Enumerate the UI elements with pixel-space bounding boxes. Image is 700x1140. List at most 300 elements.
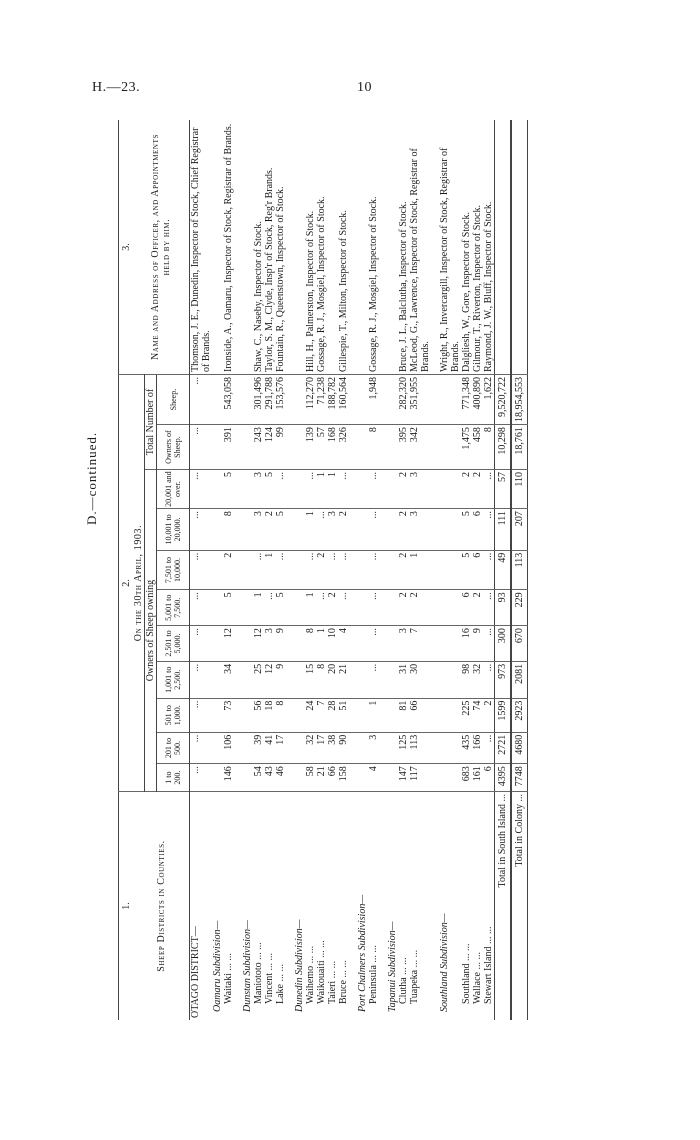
total-sheep-cell bbox=[439, 375, 461, 425]
owner-count-cell: 5 bbox=[461, 509, 472, 551]
total-owners-cell: 99 bbox=[275, 425, 286, 470]
officer-cell: Hill, H., Palmerston, Inspector of Stock. bbox=[305, 120, 316, 375]
owner-count-cell: ... bbox=[190, 590, 213, 626]
owner-count-cell: ... bbox=[305, 470, 316, 509]
district-label: Southland ... ... bbox=[461, 943, 472, 1004]
owner-count-cell bbox=[294, 661, 305, 698]
total-sheep-cell: 160,564 bbox=[338, 375, 349, 425]
owner-count-cell: 3 bbox=[264, 626, 275, 662]
total-sheep-cell bbox=[357, 375, 368, 425]
owner-count-cell: 1 bbox=[316, 470, 327, 509]
total-owners-cell bbox=[286, 425, 294, 470]
owner-count-cell: ... bbox=[483, 732, 495, 763]
owner-count-cell: 9 bbox=[275, 661, 286, 698]
owner-count-cell: 9 bbox=[275, 626, 286, 662]
table-row bbox=[431, 120, 439, 1020]
owner-count-cell: 117 bbox=[409, 764, 431, 792]
total-owners-cell: 342 bbox=[409, 425, 431, 470]
owner-count-cell bbox=[431, 509, 439, 551]
owner-count-cell: 56 bbox=[253, 698, 264, 732]
table-row bbox=[357, 120, 368, 1020]
range-header-7: 7,501 to 10,000. bbox=[157, 550, 190, 590]
table-row bbox=[472, 120, 483, 1020]
owner-count-cell: 2 bbox=[409, 590, 431, 626]
district-label: Clutha ... ... bbox=[398, 957, 409, 1004]
owner-count-cell: ... bbox=[368, 470, 379, 509]
owner-count-cell: 3 bbox=[368, 732, 379, 763]
owner-count-cell: 24 bbox=[305, 698, 316, 732]
district-label: Tapanui Subdivision— bbox=[387, 921, 398, 1012]
district-label bbox=[349, 792, 357, 1021]
owner-count-cell bbox=[212, 470, 223, 509]
owner-count-cell: ... bbox=[190, 764, 213, 792]
total-sheep-cell bbox=[387, 375, 398, 425]
owner-count-cell bbox=[294, 698, 305, 732]
owner-count-cell: 54 bbox=[253, 764, 264, 792]
owner-count-cell bbox=[234, 661, 242, 698]
owner-count-cell: 3 bbox=[409, 470, 431, 509]
total-owners-cell: 8 bbox=[483, 425, 495, 470]
table-row bbox=[234, 120, 242, 1020]
total-sheep-cell bbox=[379, 375, 387, 425]
owner-count-cell bbox=[294, 470, 305, 509]
owner-count-cell: 6 bbox=[483, 764, 495, 792]
owner-count-cell bbox=[234, 550, 242, 590]
owner-count-cell bbox=[286, 626, 294, 662]
officer-cell: Raymond, J. W., Bluff, Inspector of Stock. bbox=[483, 120, 495, 375]
owner-count-cell bbox=[234, 509, 242, 551]
column-number-1: 1. bbox=[120, 902, 132, 910]
total-owners-cell bbox=[379, 425, 387, 470]
total-sheep-cell: 771,348 bbox=[461, 375, 472, 425]
district-label: Maniototo ... ... bbox=[253, 942, 264, 1004]
owner-count-cell: 58 bbox=[305, 764, 316, 792]
owner-count-cell bbox=[212, 509, 223, 551]
owner-count-cell: 106 bbox=[223, 732, 234, 763]
owner-count-cell bbox=[431, 590, 439, 626]
owner-count-cell: 21 bbox=[316, 764, 327, 792]
owner-count-cell: 43 bbox=[264, 764, 275, 792]
total-sheep-cell: 282,320 bbox=[398, 375, 409, 425]
owner-count-cell: 17 bbox=[275, 732, 286, 763]
district-label bbox=[379, 792, 387, 1021]
district-label: Vincent ... ... bbox=[264, 952, 275, 1004]
total-count-cell: 2721 bbox=[495, 732, 512, 763]
owner-count-cell bbox=[349, 590, 357, 626]
owner-count-cell: 146 bbox=[223, 764, 234, 792]
officer-cell bbox=[286, 120, 294, 375]
district-label: Peninsula ... ... bbox=[368, 945, 379, 1004]
owner-count-cell: 2 bbox=[398, 470, 409, 509]
owner-count-cell: 51 bbox=[338, 698, 349, 732]
owner-count-cell bbox=[349, 764, 357, 792]
owner-count-cell bbox=[379, 764, 387, 792]
owner-count-cell: ... bbox=[275, 470, 286, 509]
owner-count-cell: ... bbox=[190, 698, 213, 732]
district-label: Bruce ... ... bbox=[338, 960, 349, 1004]
table-row bbox=[212, 120, 223, 1020]
total-owners-cell: 124 bbox=[264, 425, 275, 470]
owner-count-cell: 2 bbox=[338, 509, 349, 551]
owner-count-cell bbox=[357, 661, 368, 698]
total-count-cell: 4680 bbox=[511, 732, 528, 763]
owner-count-cell: ... bbox=[264, 590, 275, 626]
owner-count-cell: ... bbox=[316, 590, 327, 626]
owner-count-cell: 7 bbox=[409, 626, 431, 662]
total-owners-cell bbox=[294, 425, 305, 470]
owner-count-cell bbox=[349, 626, 357, 662]
sheep-districts-header: Sheep Districts in Counties. bbox=[133, 792, 190, 1021]
owner-count-cell: 98 bbox=[461, 661, 472, 698]
total-count-cell: 1599 bbox=[495, 698, 512, 732]
range-header-9: 20,001 and over. bbox=[157, 470, 190, 509]
owner-count-cell bbox=[357, 764, 368, 792]
owner-count-cell bbox=[431, 732, 439, 763]
officer-cell bbox=[357, 120, 368, 375]
owner-count-cell bbox=[234, 470, 242, 509]
table-row bbox=[305, 120, 316, 1020]
owner-count-cell: 2 bbox=[398, 509, 409, 551]
owner-count-cell bbox=[357, 509, 368, 551]
table-row bbox=[349, 120, 357, 1020]
range-header-1: 1 to 200. bbox=[157, 764, 190, 792]
table-row bbox=[387, 120, 398, 1020]
column-number-3: 3. bbox=[119, 120, 134, 375]
owner-count-cell: 20 bbox=[327, 661, 338, 698]
owner-count-cell bbox=[431, 470, 439, 509]
total-count-cell: 229 bbox=[511, 590, 528, 626]
total-owners-cell bbox=[387, 425, 398, 470]
table-row bbox=[286, 120, 294, 1020]
owner-count-cell: 2 bbox=[461, 470, 472, 509]
officer-cell bbox=[511, 120, 528, 375]
period-header: On the 30th April, 1903. bbox=[133, 375, 145, 792]
owner-count-cell: 5 bbox=[275, 590, 286, 626]
total-label: Total in Colony ... bbox=[511, 792, 528, 1021]
owner-count-cell bbox=[387, 590, 398, 626]
owner-count-cell bbox=[349, 550, 357, 590]
total-count-cell: 57 bbox=[495, 470, 512, 509]
owner-count-cell: 34 bbox=[223, 661, 234, 698]
officer-cell: Gillespie, T., Milton, Inspector of Stock. bbox=[338, 120, 349, 375]
total-sheep-cell: 71,238 bbox=[316, 375, 327, 425]
district-label: Southland Subdivision— bbox=[439, 913, 450, 1012]
total-sheep-cell: ... bbox=[190, 375, 213, 425]
owner-count-cell bbox=[349, 661, 357, 698]
owner-count-cell: ... bbox=[368, 626, 379, 662]
owner-count-cell bbox=[294, 732, 305, 763]
owner-count-cell bbox=[387, 470, 398, 509]
table-row bbox=[409, 120, 431, 1020]
range-header-6: 5,001 to 7,500. bbox=[157, 590, 190, 626]
owner-count-cell bbox=[349, 732, 357, 763]
owner-count-cell: 3 bbox=[327, 509, 338, 551]
owner-count-cell: 3 bbox=[253, 470, 264, 509]
owner-count-cell bbox=[349, 509, 357, 551]
owner-count-cell bbox=[349, 698, 357, 732]
officer-cell: McLeod, G., Lawrence, Inspector of Stock, Registrar of Brands. bbox=[409, 120, 431, 375]
owner-count-cell: 3 bbox=[398, 626, 409, 662]
owner-count-cell: ... bbox=[368, 550, 379, 590]
officer-cell bbox=[495, 120, 512, 375]
owner-count-cell: 2 bbox=[223, 550, 234, 590]
total-owners-cell bbox=[242, 425, 253, 470]
owner-count-cell bbox=[294, 509, 305, 551]
owner-count-cell: 5 bbox=[223, 590, 234, 626]
owner-count-cell bbox=[431, 550, 439, 590]
owner-count-cell bbox=[439, 698, 461, 732]
table-row bbox=[398, 120, 409, 1020]
range-header-3: 501 to 1,000. bbox=[157, 698, 190, 732]
officer-cell bbox=[212, 120, 223, 375]
owners-owning-header: Owners of Sheep owning bbox=[145, 470, 157, 792]
owner-count-cell: 21 bbox=[338, 661, 349, 698]
range-header-8: 10,001 to 20,000. bbox=[157, 509, 190, 551]
district-label: Dunstan Subdivision— bbox=[242, 920, 253, 1012]
owner-count-cell: ... bbox=[483, 470, 495, 509]
owner-count-cell: ... bbox=[190, 470, 213, 509]
total-owners-cell bbox=[431, 425, 439, 470]
district-label: Wallace ... ... bbox=[472, 952, 483, 1004]
owner-count-cell: 4 bbox=[368, 764, 379, 792]
total-count-cell: 2923 bbox=[511, 698, 528, 732]
owner-count-cell bbox=[387, 732, 398, 763]
officer-cell: Fountain, R., Queenstown, Inspector of Stock. bbox=[275, 120, 286, 375]
table-row bbox=[461, 120, 472, 1020]
owner-count-cell: 28 bbox=[327, 698, 338, 732]
rotated-table-container bbox=[118, 120, 623, 1020]
owner-count-cell bbox=[379, 661, 387, 698]
owner-count-cell: ... bbox=[190, 550, 213, 590]
owner-count-cell: 3 bbox=[253, 509, 264, 551]
owner-count-cell bbox=[242, 509, 253, 551]
owner-count-cell: 12 bbox=[253, 626, 264, 662]
total-label: Total in South Island ... bbox=[495, 792, 512, 1021]
owner-count-cell: ... bbox=[305, 550, 316, 590]
owner-count-cell: 15 bbox=[305, 661, 316, 698]
officer-cell: Shaw, C., Naseby, Inspector of Stock. bbox=[253, 120, 264, 375]
district-label: OTAGO DISTRICT— bbox=[190, 926, 201, 1018]
owner-count-cell bbox=[212, 626, 223, 662]
owner-count-cell bbox=[242, 470, 253, 509]
document-reference: H.—23. bbox=[92, 80, 141, 95]
officer-cell: Gossage, R. J., Mosgiel, Inspector of Stock. bbox=[368, 120, 379, 375]
owner-count-cell: ... bbox=[275, 550, 286, 590]
owner-count-cell: 1 bbox=[305, 590, 316, 626]
total-sheep-cell bbox=[212, 375, 223, 425]
total-owners-cell: 57 bbox=[316, 425, 327, 470]
owner-count-cell: 18 bbox=[264, 698, 275, 732]
total-owners-cell: 8 bbox=[368, 425, 379, 470]
owner-count-cell: ... bbox=[483, 626, 495, 662]
owner-count-cell: 46 bbox=[275, 764, 286, 792]
officer-cell bbox=[234, 120, 242, 375]
owner-count-cell bbox=[294, 590, 305, 626]
owner-count-cell: 90 bbox=[338, 732, 349, 763]
total-owners-cell: 458 bbox=[472, 425, 483, 470]
total-sheep-cell bbox=[242, 375, 253, 425]
owner-count-cell bbox=[242, 661, 253, 698]
total-count-cell: 93 bbox=[495, 590, 512, 626]
owner-count-cell: 30 bbox=[409, 661, 431, 698]
owner-count-cell: ... bbox=[368, 590, 379, 626]
total-owners-cell: ... bbox=[190, 425, 213, 470]
owner-count-cell: 125 bbox=[398, 732, 409, 763]
owner-count-cell bbox=[431, 698, 439, 732]
owner-count-cell: 74 bbox=[472, 698, 483, 732]
owner-count-cell: 6 bbox=[461, 590, 472, 626]
table-row bbox=[242, 120, 253, 1020]
total-count-cell: 973 bbox=[495, 661, 512, 698]
owner-count-cell: 17 bbox=[316, 732, 327, 763]
total-owners-cell bbox=[357, 425, 368, 470]
table-row bbox=[368, 120, 379, 1020]
owner-count-cell bbox=[242, 698, 253, 732]
total-sheep-cell: 351,955 bbox=[409, 375, 431, 425]
district-label bbox=[234, 792, 242, 1021]
owner-count-cell bbox=[212, 732, 223, 763]
total-sheep-cell: 400,890 bbox=[472, 375, 483, 425]
owner-count-cell bbox=[234, 732, 242, 763]
owner-count-cell: 73 bbox=[223, 698, 234, 732]
total-owners-cell: 18,761 bbox=[511, 425, 528, 470]
owner-count-cell: 8 bbox=[275, 698, 286, 732]
owner-count-cell bbox=[286, 698, 294, 732]
district-label: Dunedin Subdivision— bbox=[294, 919, 305, 1012]
total-sheep-cell: 18,954,553 bbox=[511, 375, 528, 425]
owner-count-cell: 5 bbox=[223, 470, 234, 509]
owner-count-cell: 1 bbox=[368, 698, 379, 732]
owner-count-cell: 9 bbox=[472, 626, 483, 662]
owner-count-cell: 32 bbox=[305, 732, 316, 763]
owner-count-cell: 2 bbox=[316, 550, 327, 590]
owner-count-cell bbox=[357, 626, 368, 662]
total-owners-cell: 395 bbox=[398, 425, 409, 470]
table-row bbox=[439, 120, 461, 1020]
owner-count-cell bbox=[387, 698, 398, 732]
total-sheep-cell bbox=[294, 375, 305, 425]
owner-count-cell bbox=[294, 626, 305, 662]
owner-count-cell bbox=[286, 590, 294, 626]
owner-count-cell bbox=[387, 661, 398, 698]
table-row bbox=[483, 120, 495, 1020]
owner-count-cell: 5 bbox=[461, 550, 472, 590]
officer-cell: Thomson, J. E., Dunedin, Inspector of Stock, Chief Registrar of Brands. bbox=[190, 120, 213, 375]
owner-count-cell: 8 bbox=[305, 626, 316, 662]
district-label: Port Chalmers Subdivision— bbox=[357, 894, 368, 1012]
owner-count-cell: 1 bbox=[253, 590, 264, 626]
owner-count-cell: 4 bbox=[338, 626, 349, 662]
owner-count-cell: ... bbox=[253, 550, 264, 590]
owner-count-cell bbox=[234, 698, 242, 732]
owner-count-cell bbox=[439, 764, 461, 792]
column-number-2: 2. bbox=[119, 375, 134, 792]
table-row bbox=[253, 120, 264, 1020]
range-header-2: 201 to 500. bbox=[157, 732, 190, 763]
owner-count-cell bbox=[387, 764, 398, 792]
owner-count-cell: 1 bbox=[316, 626, 327, 662]
owner-count-cell bbox=[212, 661, 223, 698]
total-count-cell: 207 bbox=[511, 509, 528, 551]
total-sheep-cell bbox=[431, 375, 439, 425]
owner-count-cell: 147 bbox=[398, 764, 409, 792]
total-sheep-header: Sheep. bbox=[157, 375, 190, 425]
officer-cell: Dalgliesh, W., Gore, Inspector of Stock. bbox=[461, 120, 472, 375]
officer-cell: Ironside, A., Oamaru, Inspector of Stock, Registrar of Brands. bbox=[223, 120, 234, 375]
owner-count-cell bbox=[212, 550, 223, 590]
officer-cell: Gilmour, T., Riverton, Inspector of Stock. bbox=[472, 120, 483, 375]
owner-count-cell: 8 bbox=[223, 509, 234, 551]
owner-count-cell: 161 bbox=[472, 764, 483, 792]
table-row bbox=[327, 120, 338, 1020]
owner-count-cell bbox=[439, 550, 461, 590]
owner-count-cell bbox=[349, 470, 357, 509]
owner-count-cell bbox=[357, 550, 368, 590]
table-row bbox=[294, 120, 305, 1020]
total-row bbox=[511, 120, 528, 1020]
district-label: Waikouaiti ... ... bbox=[316, 940, 327, 1004]
total-owners-cell: 168 bbox=[327, 425, 338, 470]
owner-count-cell bbox=[234, 764, 242, 792]
owner-count-cell: 6 bbox=[472, 550, 483, 590]
officer-cell: Taylor, S. M., Clyde, Insp'r of Stock, Reg'r Brands. bbox=[264, 120, 275, 375]
owner-count-cell: ... bbox=[483, 590, 495, 626]
owner-count-cell bbox=[439, 470, 461, 509]
owner-count-cell bbox=[212, 764, 223, 792]
total-count-cell: 111 bbox=[495, 509, 512, 551]
table-row bbox=[338, 120, 349, 1020]
officer-cell bbox=[349, 120, 357, 375]
owner-count-cell: 1 bbox=[409, 550, 431, 590]
owner-count-cell: ... bbox=[483, 661, 495, 698]
owner-count-cell: 2 bbox=[398, 590, 409, 626]
owner-count-cell: 2 bbox=[472, 590, 483, 626]
owner-count-cell bbox=[286, 470, 294, 509]
officer-cell bbox=[327, 120, 338, 375]
district-label: Taieri ... ... bbox=[327, 960, 338, 1004]
owner-count-cell: ... bbox=[483, 550, 495, 590]
total-count-cell: 7748 bbox=[511, 764, 528, 792]
total-count-cell: 670 bbox=[511, 626, 528, 662]
owner-count-cell bbox=[294, 550, 305, 590]
owner-count-cell bbox=[242, 626, 253, 662]
owner-count-cell: 12 bbox=[264, 661, 275, 698]
owner-count-cell bbox=[431, 626, 439, 662]
table-row bbox=[275, 120, 286, 1020]
owner-count-cell: 5 bbox=[275, 509, 286, 551]
district-label: Oamaru Subdivision— bbox=[212, 920, 223, 1012]
owner-count-cell bbox=[286, 661, 294, 698]
officer-cell bbox=[242, 120, 253, 375]
total-sheep-cell: 1,948 bbox=[368, 375, 379, 425]
total-owners-cell bbox=[349, 425, 357, 470]
officer-cell bbox=[431, 120, 439, 375]
total-count-cell: 300 bbox=[495, 626, 512, 662]
owner-count-cell: 2 bbox=[483, 698, 495, 732]
owner-count-cell bbox=[242, 732, 253, 763]
total-sheep-cell: 153,576 bbox=[275, 375, 286, 425]
total-count-cell: 113 bbox=[511, 550, 528, 590]
owner-count-cell bbox=[379, 732, 387, 763]
officer-cell bbox=[379, 120, 387, 375]
owner-count-cell bbox=[439, 509, 461, 551]
district-label bbox=[286, 792, 294, 1021]
total-count-cell: 4395 bbox=[495, 764, 512, 792]
owner-count-cell bbox=[379, 590, 387, 626]
owner-count-cell: ... bbox=[368, 509, 379, 551]
total-sheep-cell bbox=[286, 375, 294, 425]
district-label: Stewart Island ... ... bbox=[483, 926, 494, 1004]
